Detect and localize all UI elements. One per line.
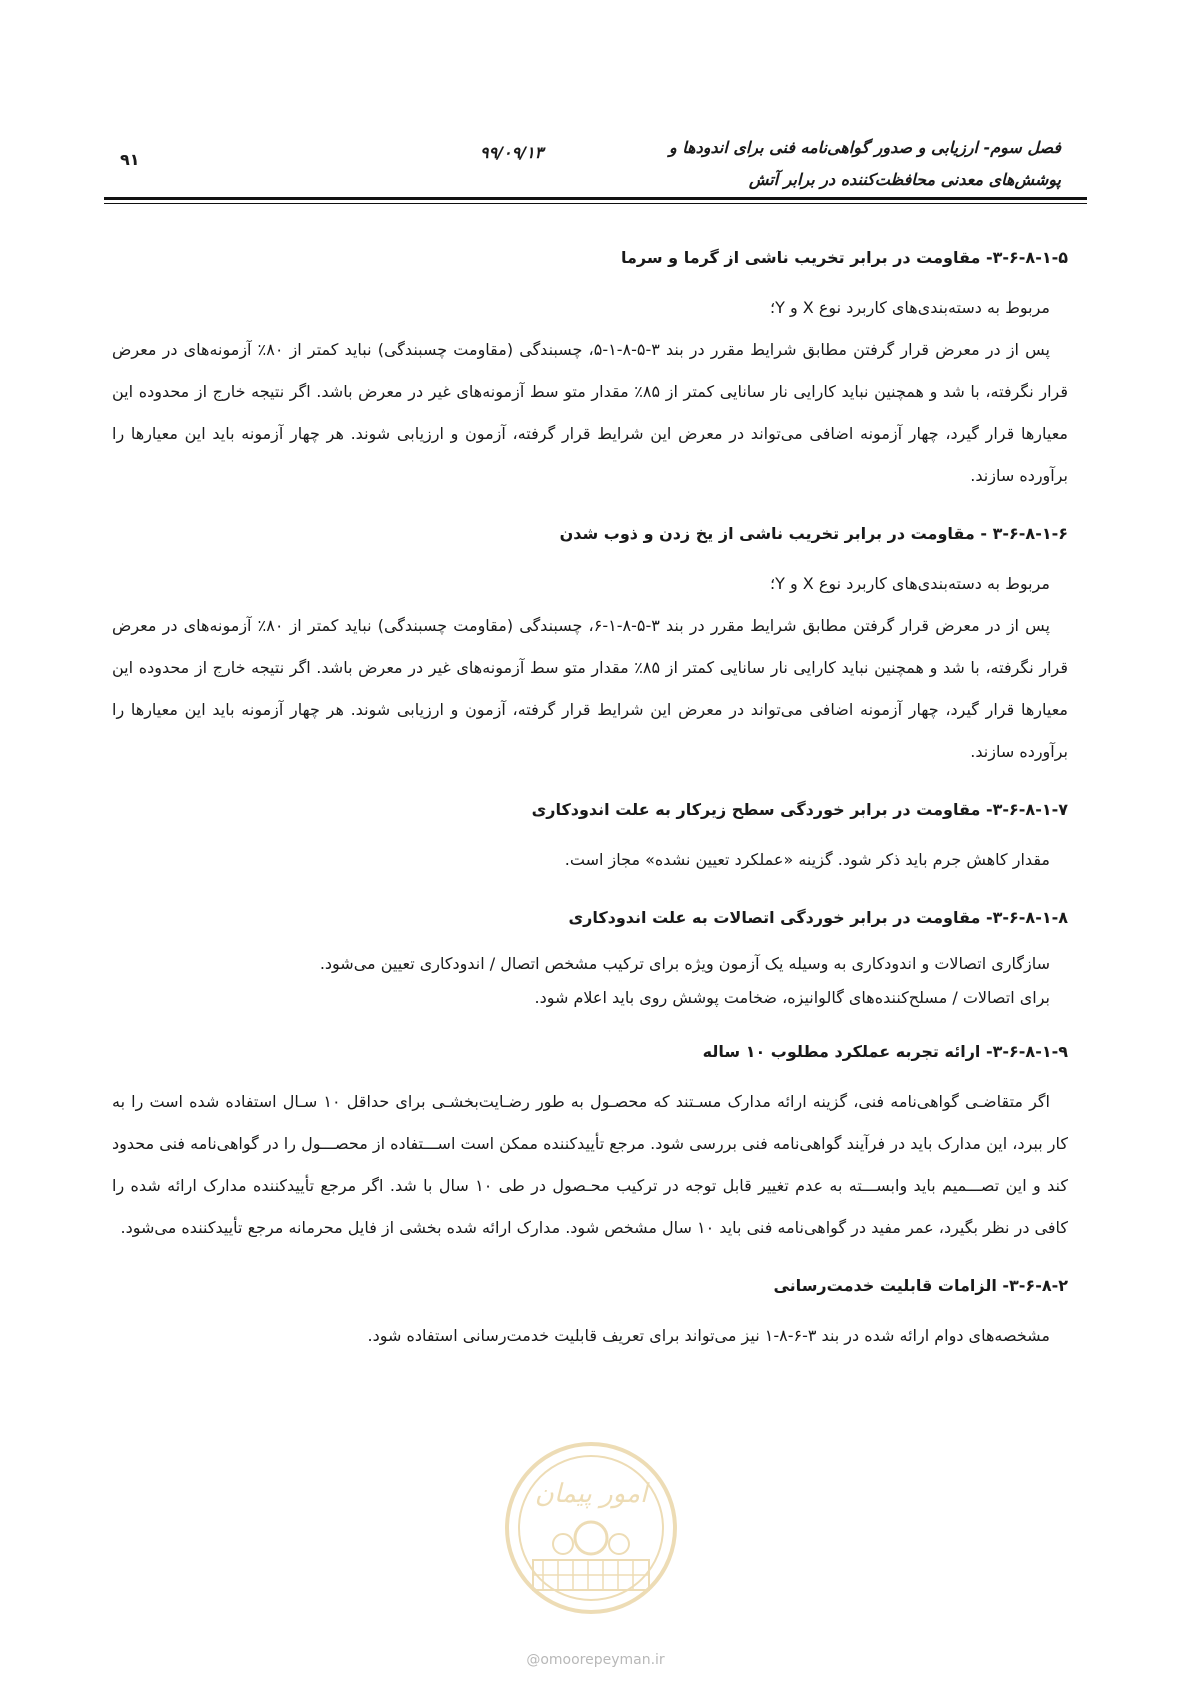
paragraph: پس از در معرض قرار گرفتن مطابق شرایط مقرر در بند ۳-۵-۸-۱-۵، چسبندگی (مقاومت چسبندگی) نباید کمتر از ۸۰٪ آزمونه‌های در معرض قرار نگرفته، با شد و همچنین نباید کارایی نار سانایی کمتر از ۸۵٪ مقدار متو سط آزمونه‌های غیر در معرض باشد. اگر نتیجه خارج از محدوده این معیارها قرار گیرد، چهار آزمونه اضافی می‌تواند در معرض این شرایط قرار گرفته، آزمون و ارزیابی شوند. هر چهار آزمونه باید این معیارها را برآورده سازند. bbox=[112, 340, 1068, 485]
chapter-title-line1: فصل سوم- ارزیابی و صدور گواهی‌نامه فنی برای اندودها و bbox=[669, 138, 1061, 157]
section-heading: ۳-۶-۸-۱-۵- مقاومت در برابر تخریب ناشی از گرما و سرما bbox=[621, 248, 1068, 267]
paragraph: پس از در معرض قرار گرفتن مطابق شرایط مقرر در بند ۳-۵-۸-۱-۶، چسبندگی (مقاومت چسبندگی) نباید کمتر از ۸۰٪ آزمونه‌های در معرض قرار نگرفته، با شد و همچنین نباید کارایی نار سانایی کمتر از ۸۵٪ مقدار متو سط آزمونه‌های غیر در معرض باشد. اگر نتیجه خارج از محدوده این معیارها قرار گیرد، چهار آزمونه اضافی می‌تواند در معرض این شرایط قرار گرفته، آزمون و ارزیابی شوند. هر چهار آزمونه باید این معیارها را برآورده سازند. bbox=[112, 616, 1068, 761]
section-freeze-thaw bbox=[112, 519, 1068, 773]
paragraph: مقدار کاهش جرم باید ذکر شود. گزینه «عملکرد تعیین نشده» مجاز است. bbox=[564, 850, 1050, 869]
header-date: ۹۹/۰۹/۱۳ bbox=[480, 143, 544, 162]
section-fixings-corrosion bbox=[112, 903, 1068, 1015]
section-heading: ۳-۶-۸-۲- الزامات قابلیت خدمت‌رسانی bbox=[773, 1276, 1068, 1295]
document-body bbox=[112, 243, 1068, 1379]
section-substrate-corrosion bbox=[112, 795, 1068, 881]
paragraph: اگر متقاضـی گواهی‌نامه فنی، گزینه ارائه مدارک مسـتند که محصـول به طور رضـایت‌بخشـی برای حداقل ۱۰ سـال استفاده شده است را به کار ببرد، این مدارک باید در فرآیند گواهی‌نامه فنی بررسی شود. مرجع تأییدکننده ممکن است اســـتفاده از محصـــول را در گواهی‌نامه فنی محدود کند و این تصـــمیم باید وابســـته به عدم تغییر قابل توجه در ترکیب محـصول در طی ۱۰ سال با شد. اگر مرجع تأییدکننده مدارک ارائه شده را کافی در نظر بگیرد، عمر مفید در گواهی‌نامه فنی باید ۱۰ سال مشخص شود. مدارک ارائه شده بخشی از فایل محرمانه مرجع تأییدکننده می‌شود. bbox=[112, 1092, 1068, 1237]
chapter-title bbox=[541, 132, 1061, 196]
svg-text:امور پیمان: امور پیمان bbox=[534, 1479, 648, 1509]
section-heading: ۳-۶-۸-۱-۶ - مقاومت در برابر تخریب ناشی از یخ زدن و ذوب شدن bbox=[559, 524, 1068, 543]
paragraph: مربوط به دسته‌بندی‌های کاربرد نوع X و Y؛ bbox=[770, 574, 1050, 593]
header-rule-thin bbox=[104, 203, 1087, 204]
watermark-url: @omoorepeyman.ir bbox=[526, 1652, 665, 1668]
section-heading: ۳-۶-۸-۱-۷- مقاومت در برابر خوردگی سطح زیرکار به علت اندودکاری bbox=[531, 800, 1068, 819]
paragraph: مربوط به دسته‌بندی‌های کاربرد نوع X و Y؛ bbox=[770, 298, 1050, 317]
section-serviceability bbox=[112, 1271, 1068, 1357]
chapter-title-line2: پوشش‌های معدنی محافظت‌کننده در برابر آتش bbox=[748, 170, 1061, 189]
section-heading: ۳-۶-۸-۱-۹- ارائه تجربه عملکرد مطلوب ۱۰ ساله bbox=[702, 1042, 1068, 1061]
section-ten-year-experience bbox=[112, 1037, 1068, 1249]
paragraph: سازگاری اتصالات و اندودکاری به وسیله یک آزمون ویژه برای ترکیب مشخص اتصال / اندودکاری تعیین می‌شود. bbox=[319, 954, 1050, 973]
paragraph: برای اتصالات / مسلح‌کننده‌های گالوانیزه، ضخامت پوشش روی باید اعلام شود. bbox=[534, 988, 1050, 1007]
page-number: ۹۱ bbox=[120, 150, 140, 169]
watermark-seal-icon bbox=[503, 1440, 679, 1616]
header-rule-thick bbox=[104, 197, 1087, 200]
section-heading: ۳-۶-۸-۱-۸- مقاومت در برابر خوردگی اتصالات به علت اندودکاری bbox=[568, 908, 1068, 927]
section-heat-cold bbox=[112, 243, 1068, 497]
paragraph: مشخصه‌های دوام ارائه شده در بند ۳-۶-۸-۱ نیز می‌تواند برای تعریف قابلیت خدمت‌رسانی استفاده شود. bbox=[367, 1326, 1050, 1345]
